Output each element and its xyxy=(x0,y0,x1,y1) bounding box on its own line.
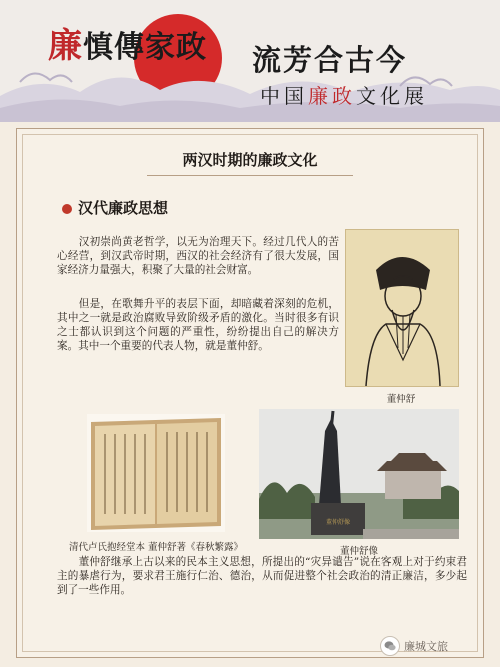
wechat-icon xyxy=(380,636,400,656)
section-title: 两汉时期的廉政文化 xyxy=(182,151,318,169)
footer-watermark xyxy=(380,636,448,656)
portrait-caption: 董仲舒 xyxy=(386,394,416,405)
banner-title-rest: 慎傳家政 xyxy=(83,30,207,65)
footer-label: 廉城文旅 xyxy=(404,640,448,653)
banner-tagline xyxy=(260,80,428,109)
subheading: 汉代廉政思想 xyxy=(78,199,169,217)
banner-subtitle: 流芳合古今 xyxy=(252,43,408,77)
paragraph-2: 但是，在歌舞升平的表层下面，却暗藏着深刻的危机，其中之一就是政治腐败导致阶级矛盾的激化。当时很多有识之士都认识到这个问题的严重性，纷纷提出自己的解决方案。其中一个重要的代表人物，就是董仲舒。 xyxy=(57,298,339,352)
header-banner xyxy=(0,0,500,122)
statue-inscription: 董仲舒像 xyxy=(325,519,351,526)
content-panel xyxy=(16,128,484,658)
book-photo xyxy=(87,414,225,532)
tagline-pre: 中国 xyxy=(260,84,308,108)
paragraph-3: 董仲舒继承上古以来的民本主义思想，所提出的“灾异谴告”说在客观上对于约束君主的暴虐行为，要求君王施行仁治、德治，从而促进整个社会政治的清正廉洁，多少起到了一些作用。 xyxy=(57,556,467,596)
paragraph-1: 汉初崇尚黄老哲学，以无为治理天下。经过几代人的苦心经营，到汉武帝时期，西汉的社会经济有了很大发展，国家经济力量强大，积聚了大量的社会财富。 xyxy=(57,236,339,276)
tagline-accent: 廉政 xyxy=(308,84,356,108)
statue-caption: 董仲舒像 xyxy=(339,546,378,557)
tagline-post: 文化展 xyxy=(356,84,428,108)
book-caption: 清代卢氏抱经堂本 董仲舒著《春秋繁露》 xyxy=(68,542,244,553)
statue-photo xyxy=(259,409,459,539)
banner-title-accent: 廉 xyxy=(48,26,83,66)
banner-title xyxy=(48,18,207,67)
title-divider xyxy=(147,175,353,176)
portrait-illustration xyxy=(345,229,459,387)
bullet-dot-icon xyxy=(62,204,72,214)
